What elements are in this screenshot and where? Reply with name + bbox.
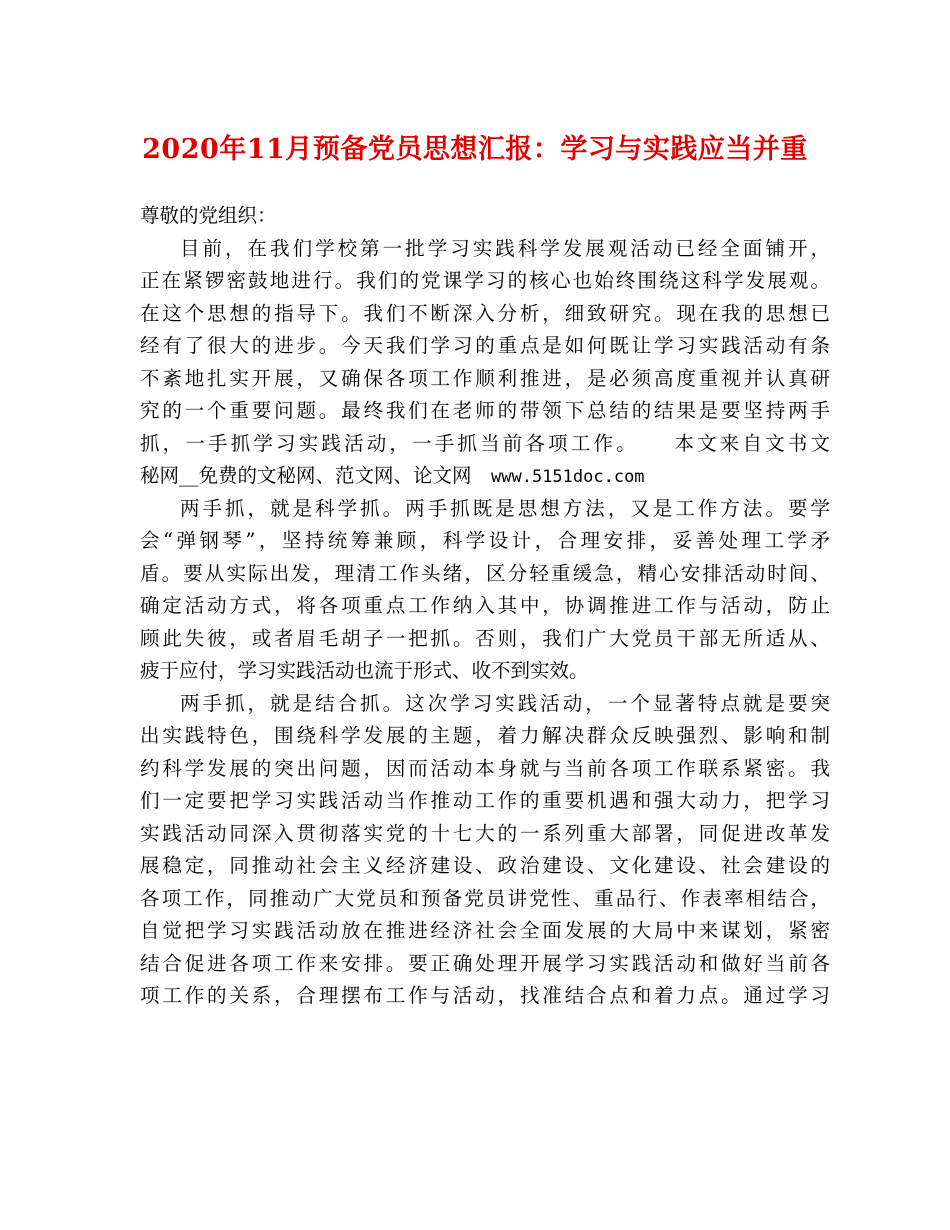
body-line: 两手抓，就是结合抓。这次学习实践活动，一个显著特点就是要突: [180, 691, 830, 715]
body-line: 在这个思想的指导下。我们不断深入分析，细致研究。现在我的思想已: [140, 301, 830, 325]
body-line: 确定活动方式，将各项重点工作纳入其中，协调推进工作与活动，防止: [140, 594, 830, 617]
body-line: 究的一个重要问题。最终我们在老师的带领下总结的结果是要坚持两手: [140, 399, 830, 422]
body-line: 经有了很大的进步。今天我们学习的重点是如何既让学习实践活动有条: [140, 334, 830, 357]
body-line: 抓，一手抓学习实践活动，一手抓当前各项工作。 本文来自文书文: [140, 431, 830, 455]
body-line: 盾。要从实际出发，理清工作头绪，区分轻重缓急，精心安排活动时间、: [140, 561, 830, 585]
body-line: 出实践特色，围绕科学发展的主题，着力解决群众反映强烈、影响和制: [140, 724, 830, 747]
body-line: 各项工作，同推动广大党员和预备党员讲党性、重品行、作表率相结合，: [140, 886, 830, 910]
body-line: 顾此失彼，或者眉毛胡子一把抓。否则，我们广大党员干部无所适从、: [140, 626, 830, 650]
body-line: 项工作的关系，合理摆布工作与活动，找准结合点和着力点。通过学习: [140, 984, 830, 1007]
body-line: 会“弹钢琴”，坚持统筹兼顾，科学设计，合理安排，妥善处理工学矛: [140, 529, 830, 552]
body-line: 们一定要把学习实践活动当作推动工作的重要机遇和强大动力，把学习: [140, 789, 830, 812]
document-title: 2020年11月预备党员思想汇报：学习与实践应当并重: [142, 134, 808, 165]
salutation: 尊敬的党组织：: [140, 204, 277, 227]
body-line: 两手抓，就是科学抓。两手抓既是思想方法，又是工作方法。要学: [180, 496, 830, 520]
body-line: 正在紧锣密鼓地进行。我们的党课学习的核心也始终围绕这科学发展观。: [140, 269, 830, 292]
body-line: 目前，在我们学校第一批学习实践科学发展观活动已经全面铺开，: [180, 236, 830, 260]
body-line: 结合促进各项工作来安排。要正确处理开展学习实践活动和做好当前各: [140, 951, 830, 975]
body-lines: [140, 233, 830, 1013]
body-line: 秘网__免费的文秘网、范文网、论文网 www.5151doc.com: [140, 464, 645, 487]
body-line: 疲于应付，学习实践活动也流于形式、收不到实效。: [140, 659, 589, 682]
source-url: www.5151doc.com: [491, 467, 645, 487]
body-line: 实践活动同深入贯彻落实党的十七大的一系列重大部署，同促进改革发: [140, 821, 830, 845]
body-line: 展稳定，同推动社会主义经济建设、政治建设、文化建设、社会建设的: [140, 854, 830, 877]
body-line: 约科学发展的突出问题，因而活动本身就与当前各项工作联系紧密。我: [140, 756, 830, 780]
body-line: 不紊地扎实开展，又确保各项工作顺利推进，是必须高度重视并认真研: [140, 366, 830, 390]
body-line: 自觉把学习实践活动放在推进经济社会全面发展的大局中来谋划，紧密: [140, 919, 830, 942]
document-body: [140, 200, 830, 1013]
